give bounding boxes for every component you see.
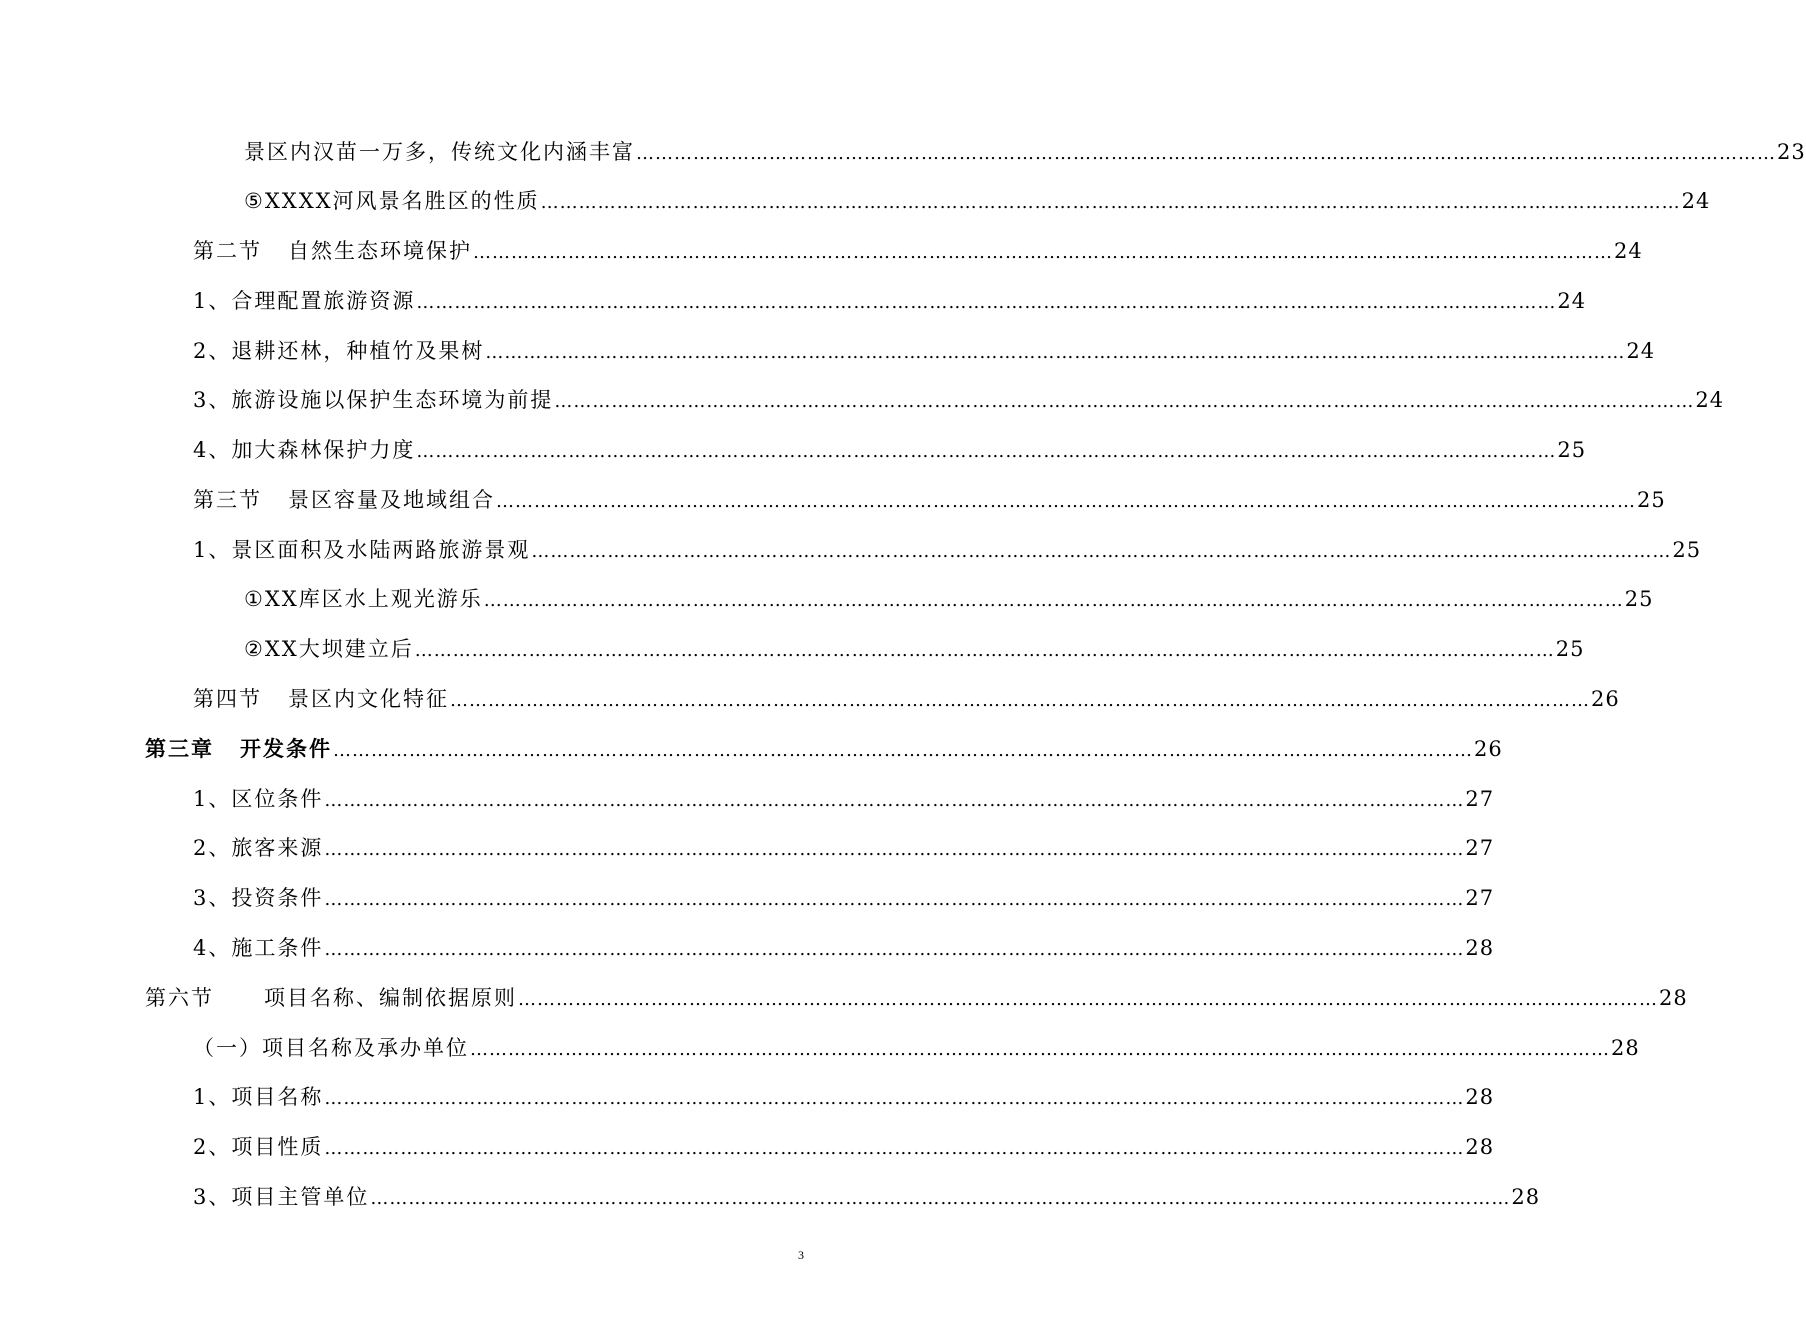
- toc-leader: ………………………………………………………………………………………………………………………………………………………………: [483, 590, 1624, 611]
- toc-entry-title: 4、加大森林保护力度: [193, 438, 416, 462]
- toc-leader: ………………………………………………………………………………………………………………………………………………………………: [554, 391, 1695, 412]
- toc-entry[interactable]: [193, 833, 1495, 863]
- toc-leader: ………………………………………………………………………………………………………………………………………………………………: [636, 143, 1776, 164]
- toc-leader: ………………………………………………………………………………………………………………………………………………………………: [531, 541, 1672, 562]
- toc-entry-title: [145, 983, 517, 1013]
- toc-entry-title: 2、旅客来源: [193, 836, 324, 860]
- section-label: 第四节: [193, 687, 262, 711]
- toc-entry-page: 26: [1474, 737, 1503, 761]
- toc-leader: ………………………………………………………………………………………………………………………………………………………………: [324, 790, 1465, 811]
- toc-leader: ………………………………………………………………………………………………………………………………………………………………: [370, 1188, 1511, 1209]
- toc-entry-chapter[interactable]: [145, 734, 1503, 764]
- toc-leader: ………………………………………………………………………………………………………………………………………………………………: [416, 441, 1557, 462]
- toc-entry[interactable]: [193, 485, 1666, 515]
- toc-entry-page: 25: [1555, 637, 1585, 661]
- section-heading: 自然生态环境保护: [288, 239, 472, 263]
- section-heading: 景区内文化特征: [288, 687, 449, 711]
- toc-entry[interactable]: [193, 385, 1725, 415]
- toc-entry[interactable]: [193, 336, 1656, 366]
- toc-entry-page: 25: [1672, 538, 1702, 562]
- toc-entry[interactable]: [244, 634, 1585, 664]
- toc-entry[interactable]: [193, 435, 1587, 465]
- toc-entry[interactable]: [193, 535, 1702, 565]
- toc-entry[interactable]: [193, 1132, 1495, 1162]
- toc-entry-title: 3、项目主管单位: [193, 1185, 370, 1209]
- toc-entry-title: 2、项目性质: [193, 1135, 324, 1159]
- toc-entry[interactable]: [145, 983, 1688, 1013]
- toc-entry-page: 25: [1624, 587, 1654, 611]
- toc-leader: ………………………………………………………………………………………………………………………………………………………………: [324, 889, 1465, 910]
- toc-entry[interactable]: [244, 186, 1711, 216]
- toc-leader: ………………………………………………………………………………………………………………………………………………………………: [450, 690, 1590, 711]
- toc-entry-page: 25: [1637, 488, 1666, 512]
- section-heading: 景区容量及地域组合: [288, 488, 495, 512]
- toc-entry-page: 28: [1465, 1085, 1495, 1109]
- page-number: 3: [798, 1248, 804, 1262]
- toc-leader: ………………………………………………………………………………………………………………………………………………………………: [324, 839, 1465, 860]
- toc-entry-title: 1、景区面积及水陆两路旅游景观: [193, 538, 531, 562]
- toc-entry-title: （一）项目名称及承办单位: [193, 1036, 469, 1060]
- toc-entry-page: 28: [1465, 936, 1495, 960]
- toc-entry-title: 2、退耕还林，种植竹及果树: [193, 339, 485, 363]
- toc-leader: ………………………………………………………………………………………………………………………………………………………………: [473, 242, 1613, 263]
- toc-entry-title: [193, 485, 495, 515]
- toc-entry-title: 3、投资条件: [193, 886, 324, 910]
- toc-entry[interactable]: [193, 286, 1587, 316]
- toc-entry-page: 28: [1465, 1135, 1495, 1159]
- toc-entry-page: 26: [1591, 687, 1620, 711]
- toc-entry-page: 24: [1614, 239, 1643, 263]
- chapter-heading: 开发条件: [240, 736, 332, 761]
- toc-entry[interactable]: [193, 236, 1643, 266]
- toc-leader: ………………………………………………………………………………………………………………………………………………………………: [416, 292, 1557, 313]
- toc-entry-title: 1、项目名称: [193, 1085, 324, 1109]
- toc-entry-title: 1、合理配置旅游资源: [193, 289, 416, 313]
- toc-leader: ………………………………………………………………………………………………………………………………………………………………: [496, 491, 1636, 512]
- toc-entry-page: 28: [1659, 986, 1688, 1010]
- toc-leader: ………………………………………………………………………………………………………………………………………………………………: [324, 939, 1465, 960]
- toc-entry[interactable]: [244, 584, 1654, 614]
- toc-entry-page: 24: [1557, 289, 1587, 313]
- toc-leader: ………………………………………………………………………………………………………………………………………………………………: [324, 1138, 1465, 1159]
- toc-leader: ………………………………………………………………………………………………………………………………………………………………: [333, 740, 1473, 761]
- toc-entry-page: 28: [1511, 1185, 1541, 1209]
- section-label: 第三节: [193, 488, 262, 512]
- toc-leader: ………………………………………………………………………………………………………………………………………………………………: [414, 640, 1555, 661]
- toc-entry-title: ②XX大坝建立后: [244, 637, 414, 661]
- toc-entry[interactable]: [193, 784, 1495, 814]
- toc-entry[interactable]: [193, 933, 1495, 963]
- toc-entry[interactable]: [193, 1082, 1495, 1112]
- toc-entry-page: 27: [1465, 787, 1495, 811]
- toc-entry[interactable]: [193, 1033, 1640, 1063]
- toc-entry-page: 28: [1611, 1036, 1640, 1060]
- section-heading: 项目名称、编制依据原则: [264, 986, 517, 1010]
- toc-entry-page: 27: [1465, 836, 1495, 860]
- toc-leader: ………………………………………………………………………………………………………………………………………………………………: [518, 989, 1658, 1010]
- section-label: 第二节: [193, 239, 262, 263]
- toc-entry-page: 25: [1557, 438, 1587, 462]
- toc-entry[interactable]: [193, 1182, 1541, 1212]
- toc-entry-page: 24: [1695, 388, 1725, 412]
- toc-leader: ………………………………………………………………………………………………………………………………………………………………: [470, 1039, 1610, 1060]
- toc-entry-title: 4、施工条件: [193, 936, 324, 960]
- toc-entry-title: 景区内汉苗一万多，传统文化内涵丰富: [244, 140, 635, 164]
- toc-entry-page: 24: [1626, 339, 1656, 363]
- toc-leader: ………………………………………………………………………………………………………………………………………………………………: [485, 342, 1626, 363]
- section-label: 第六节: [145, 986, 214, 1010]
- toc-entry-title: [145, 734, 332, 764]
- toc-entry-title: ⑤XXXX河风景名胜区的性质: [244, 189, 540, 213]
- chapter-label: 第三章: [145, 736, 214, 761]
- toc-entry[interactable]: [193, 883, 1495, 913]
- toc-leader: ………………………………………………………………………………………………………………………………………………………………: [540, 192, 1681, 213]
- toc-entry-title: 3、旅游设施以保护生态环境为前提: [193, 388, 554, 412]
- toc-entry-title: [193, 236, 472, 266]
- toc-entry-title: 1、区位条件: [193, 787, 324, 811]
- toc-leader: ………………………………………………………………………………………………………………………………………………………………: [324, 1088, 1465, 1109]
- toc-entry[interactable]: [244, 137, 1806, 167]
- toc-entry-page: 27: [1465, 886, 1495, 910]
- toc-entry-title: ①XX库区水上观光游乐: [244, 587, 483, 611]
- toc-entry[interactable]: [193, 684, 1620, 714]
- toc-entry-page: 24: [1681, 189, 1711, 213]
- toc-entry-page: 23: [1777, 140, 1806, 164]
- toc-entry-title: [193, 684, 449, 714]
